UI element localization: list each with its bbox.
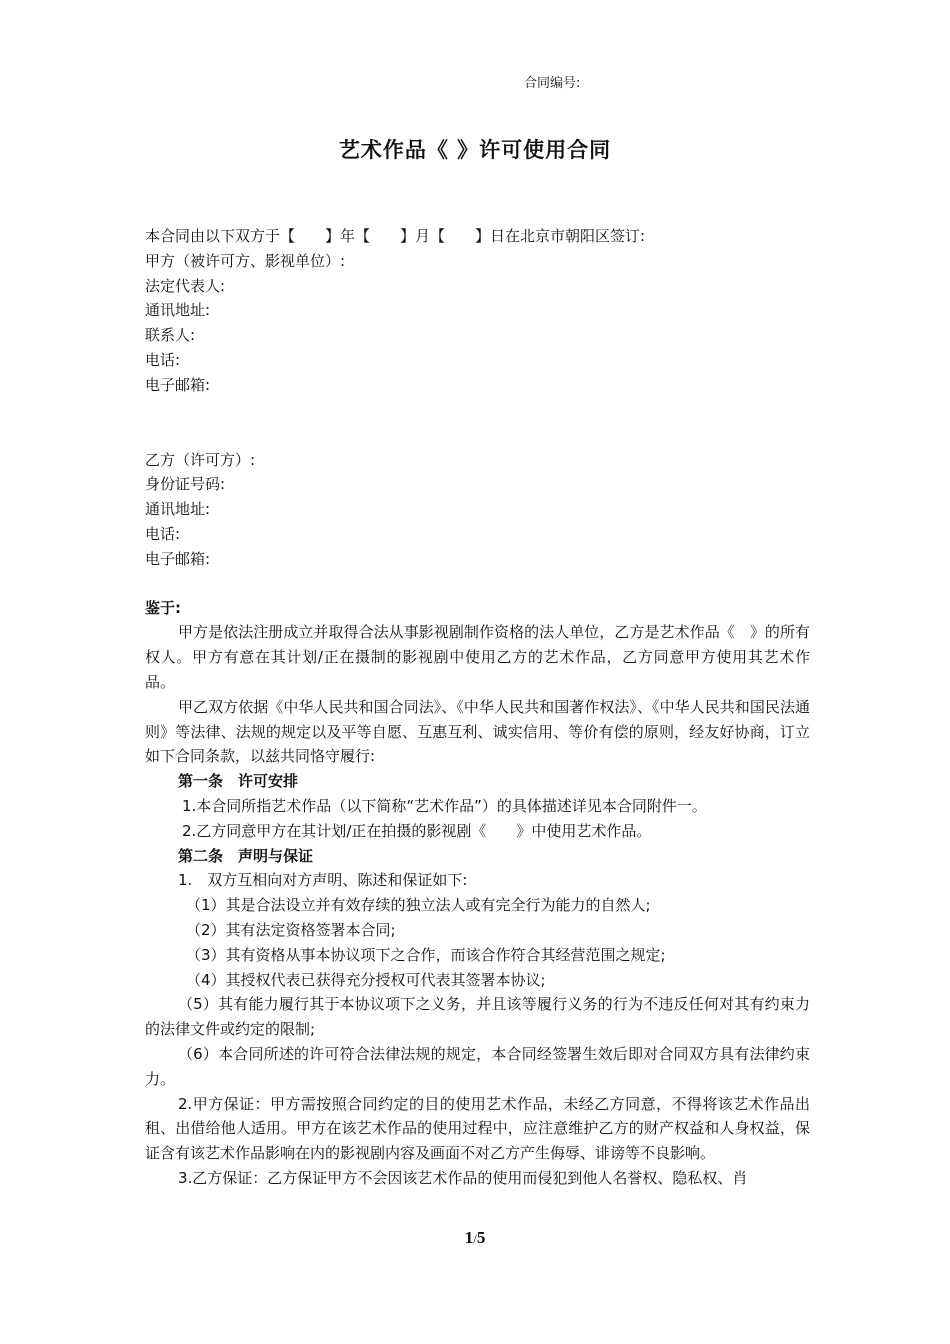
article-1-heading: 第一条 许可安排 bbox=[178, 772, 299, 791]
whereas-heading: 鉴于: bbox=[145, 598, 181, 617]
page-separator: / bbox=[473, 1231, 477, 1246]
party-a-email: 电子邮箱: bbox=[145, 375, 211, 394]
spacer bbox=[145, 572, 810, 596]
article-2-item-2: 2.甲方保证：甲方需按照合同约定的目的使用艺术作品，未经乙方同意，不得将该艺术作品出租、出借给他人适用。甲方在该艺术作品的使用过程中，应注意维护乙方的财产权益和人身权益，保证含有该艺术作品影响在内的影视剧内容及画面不对乙方产生侮辱、诽谤等不良影响。 bbox=[145, 1094, 810, 1163]
article-2-sub-5: （5）其有能力履行其于本协议项下之义务，并且该等履行义务的行为不违反任何对其有约束力的法律文件或约定的限制; bbox=[145, 995, 810, 1039]
party-b-phone: 电话: bbox=[145, 524, 181, 543]
spacer bbox=[145, 398, 810, 448]
article-1-item-1: 1.本合同所指艺术作品（以下简称“艺术作品”）的具体描述详见本合同附件一。 bbox=[182, 796, 707, 815]
party-a-address: 通讯地址: bbox=[145, 301, 211, 320]
opening-line: 本合同由以下双方于【 】年【 】月【 】日在北京市朝阳区签订: bbox=[145, 227, 646, 245]
contract-number-label: 合同编号: bbox=[524, 76, 581, 91]
document-body bbox=[145, 224, 810, 1191]
article-2-sub-1: （1）其是合法设立并有效存续的独立法人或有完全行为能力的自然人; bbox=[186, 896, 651, 915]
article-1-item-2: 2.乙方同意甲方在其计划/正在拍摄的影视剧《 》中使用艺术作品。 bbox=[182, 821, 652, 840]
party-b-address: 通讯地址: bbox=[145, 500, 211, 519]
document-title: 艺术作品《 》许可使用合同 bbox=[338, 138, 612, 162]
party-a-contact: 联系人: bbox=[145, 326, 196, 345]
page-number bbox=[0, 1228, 950, 1248]
whereas-paragraph-1: 甲方是依法注册成立并取得合法从事影视剧制作资格的法人单位，乙方是艺术作品《 》的所有权人。甲方有意在其计划/正在摄制的影视剧中使用乙方的艺术作品，乙方同意甲方使用其艺术作品。 bbox=[145, 623, 810, 691]
party-a-heading: 甲方（被许可方、影视单位）: bbox=[145, 251, 346, 270]
article-2-heading: 第二条 声明与保证 bbox=[178, 846, 314, 865]
page-total: 5 bbox=[476, 1228, 486, 1247]
article-2-sub-4: （4）其授权代表已获得充分授权可代表其签署本协议; bbox=[186, 970, 546, 989]
article-2-sub-6: （6）本合同所述的许可符合法律法规的规定，本合同经签署生效后即对合同双方具有法律约束力。 bbox=[145, 1044, 810, 1088]
party-b-id-number: 身份证号码: bbox=[145, 475, 226, 494]
page-current: 1 bbox=[464, 1228, 474, 1247]
party-b-email: 电子邮箱: bbox=[145, 549, 211, 568]
article-2-item-3: 3.乙方保证：乙方保证甲方不会因该艺术作品的使用而侵犯到他人名誉权、隐私权、肖 bbox=[178, 1168, 748, 1187]
whereas-paragraph-2: 甲乙双方依据《中华人民共和国合同法》、《中华人民共和国著作权法》、《中华人民共和国民法通则》等法律、法规的规定以及平等自愿、互惠互利、诚实信用、等价有偿的原则，经友好协商，订立如下合同条款，以兹共同恪守履行: bbox=[145, 697, 810, 766]
article-2-sub-3: （3）其有资格从事本协议项下之合作，而该合作符合其经营范围之规定; bbox=[186, 945, 666, 964]
article-2-item-1: 1. 双方互相向对方声明、陈述和保证如下: bbox=[178, 871, 468, 890]
party-a-phone: 电话: bbox=[145, 350, 181, 369]
party-b-heading: 乙方（许可方）: bbox=[145, 450, 256, 469]
article-2-sub-2: （2）其有法定资格签署本合同; bbox=[186, 920, 396, 939]
party-a-representative: 法定代表人: bbox=[145, 276, 226, 295]
